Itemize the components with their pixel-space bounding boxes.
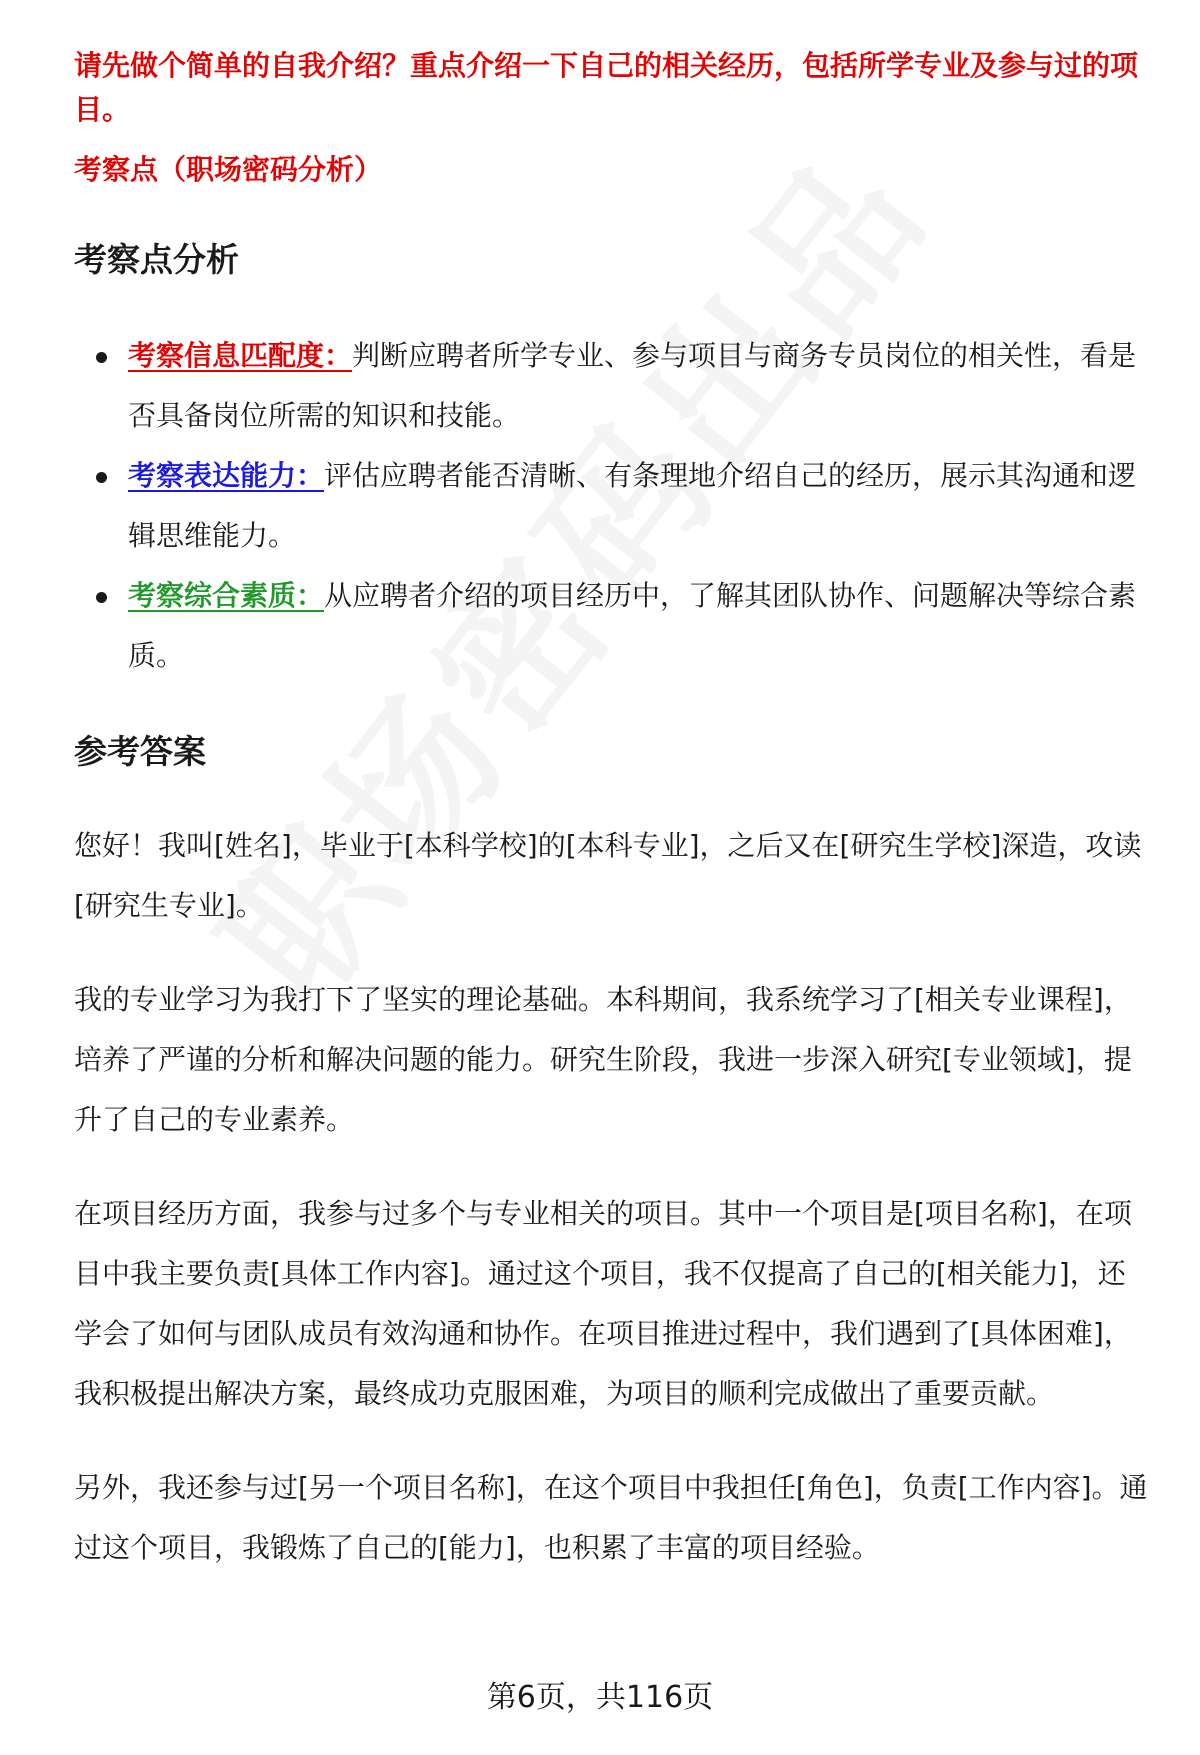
page-number: 第6页，共116页 [486, 1680, 714, 1715]
document-page [74, 44, 1149, 1578]
analysis-point [74, 326, 1149, 446]
bullet-icon [96, 592, 107, 603]
analysis-point [74, 566, 1149, 686]
point-keyword: 考察信息匹配度： [128, 339, 353, 372]
point-text: 评估应聘者能否清晰、有条理地介绍自己的经历，展示其沟通和逻辑思维能力。 [128, 459, 1137, 552]
analysis-point [74, 446, 1149, 566]
point-keyword: 考察综合素质： [128, 579, 325, 612]
answer-paragraph: 我的专业学习为我打下了坚实的理论基础。本科期间，我系统学习了[相关专业课程]，培养了严谨的分析和解决问题的能力。研究生阶段，我进一步深入研究[专业领域]，提升了自己的专业素养。 [74, 983, 1132, 1136]
answer-paragraph: 您好！我叫[姓名]，毕业于[本科学校]的[本科专业]，之后又在[研究生学校]深造，攻读[研究生专业]。 [74, 829, 1142, 922]
answer-paragraph: 在项目经历方面，我参与过多个与专业相关的项目。其中一个项目是[项目名称]，在项目中我主要负责[具体工作内容]。通过这个项目，我不仅提高了自己的[相关能力]，还学会了如何与团队成员有效沟通和协作。在项目推进过程中，我们遇到了[具体困难]，我积极提出解决方案，最终成功克服困难，为项目的顺利完成做出了重要贡献。 [74, 1197, 1132, 1410]
analysis-heading: 考察点分析 [74, 240, 239, 279]
section-subtitle: 考察点（职场密码分析） [74, 153, 383, 186]
analysis-points-list [74, 326, 1149, 686]
answer-heading: 参考答案 [74, 732, 206, 771]
bullet-icon [96, 472, 107, 483]
answer-paragraph: 另外，我还参与过[另一个项目名称]，在这个项目中我担任[角色]，负责[工作内容]。通过这个项目，我锻炼了自己的[能力]，也积累了丰富的项目经验。 [74, 1471, 1148, 1564]
point-keyword: 考察表达能力： [128, 459, 325, 492]
bullet-icon [96, 352, 107, 363]
interview-question: 请先做个简单的自我介绍？重点介绍一下自己的相关经历，包括所学专业及参与过的项目。 [74, 49, 1139, 126]
point-text: 从应聘者介绍的项目经历中，了解其团队协作、问题解决等综合素质。 [128, 579, 1137, 672]
point-text: 判断应聘者所学专业、参与项目与商务专员岗位的相关性，看是否具备岗位所需的知识和技能。 [128, 339, 1137, 432]
